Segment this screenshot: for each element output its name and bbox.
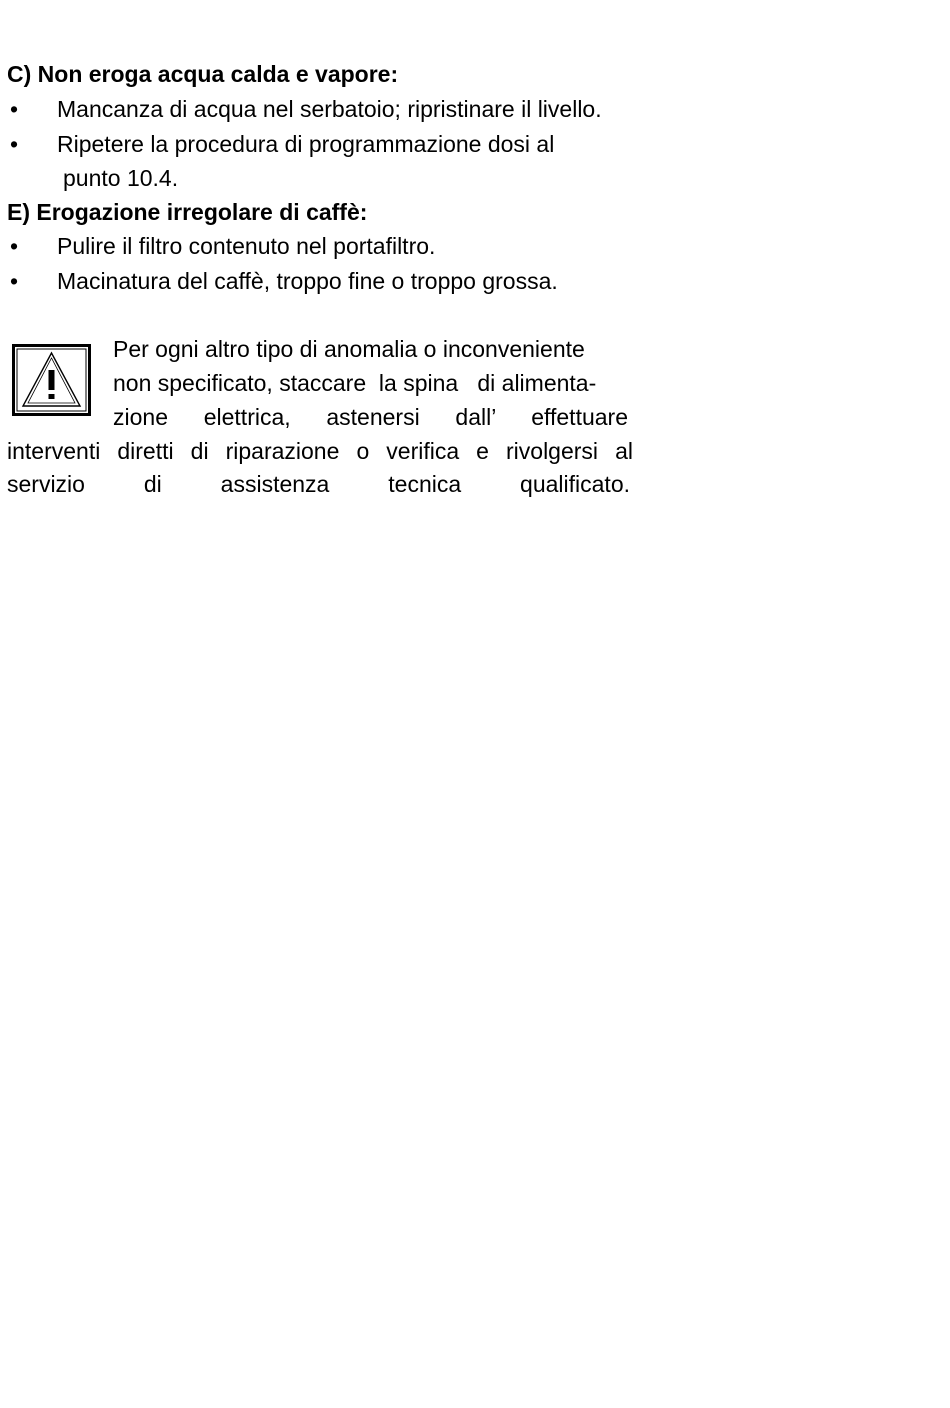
- warning-text-line: Per ogni altro tipo di anomalia o inconveniente: [113, 336, 585, 362]
- warning-text-line: non specificato, staccare la spina di alimenta-: [113, 370, 597, 396]
- list-item-text: Ripetere la procedura di programmazione dosi al: [57, 131, 555, 157]
- bullet-icon: •: [9, 131, 19, 157]
- warning-text-line: servizio di assistenza tecnica qualificato.: [7, 471, 630, 497]
- warning-text-line: zione elettrica, astenersi dall’ effettuare: [113, 404, 628, 430]
- warning-text-line: interventi diretti di riparazione o verifica e rivolgersi al: [7, 438, 633, 464]
- list-item-text: Macinatura del caffè, troppo fine o troppo grossa.: [57, 268, 558, 294]
- section-e-heading: E) Erogazione irregolare di caffè:: [7, 199, 368, 225]
- list-item-text: Pulire il filtro contenuto nel portafiltro.: [57, 233, 436, 259]
- section-c-heading: C) Non eroga acqua calda e vapore:: [7, 61, 399, 87]
- bullet-icon: •: [9, 96, 19, 122]
- bullet-icon: •: [9, 268, 19, 294]
- list-item-text: Mancanza di acqua nel serbatoio; ripristinare il livello.: [57, 96, 602, 122]
- bullet-icon: •: [9, 233, 19, 259]
- warning-triangle-icon: [12, 344, 91, 416]
- list-item-continuation: punto 10.4.: [63, 165, 179, 191]
